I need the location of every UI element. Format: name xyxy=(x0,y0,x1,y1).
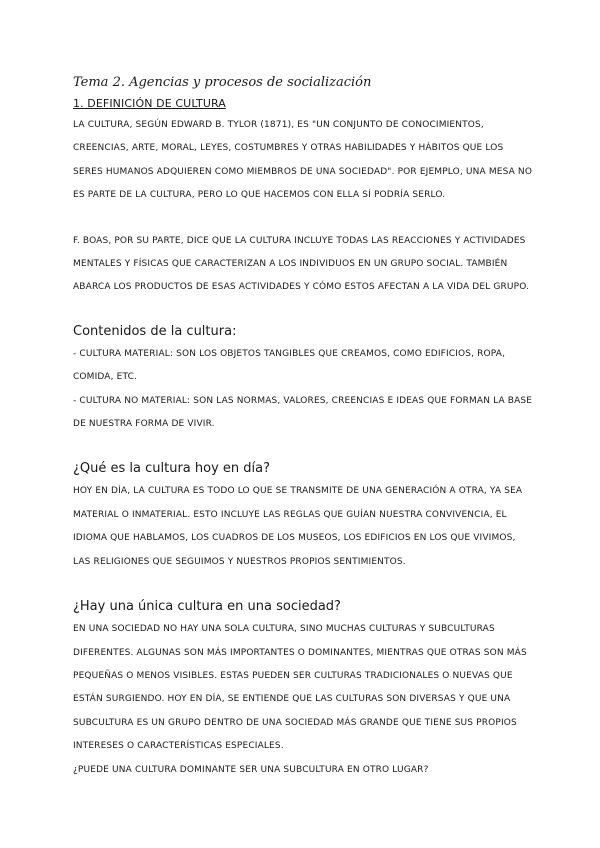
spacer xyxy=(73,436,533,458)
section-heading-culture-today: ¿Qué es la cultura hoy en día? xyxy=(73,461,271,477)
section-heading-single-culture: ¿Hay una única cultura en una sociedad? xyxy=(73,599,341,615)
spacer xyxy=(73,300,533,321)
document-title: Tema 2. Agencias y procesos de socialización xyxy=(73,75,372,90)
bullet-non-material-culture: - CULTURA NO MATERIAL: SON LAS NORMAS, VALORES, CREENCIAS E IDEAS QUE FORMAN LA BASE DE NUESTRA FORMA DE VIVIR. xyxy=(73,395,533,430)
section-heading-definition: 1. DEFINICIÓN DE CULTURA xyxy=(73,97,226,110)
paragraph-tylor: LA CULTURA, SEGÚN EDWARD B. TYLOR (1871), ES "UN CONJUNTO DE CONOCIMIENTOS, CREENCIAS, ARTE, MORAL, LEYES, COSTUMBRES Y OTRAS HABILIDADES Y HÁBITOS QUE LOS SERES HUMANOS ADQUIEREN COMO MIEMBROS DE UNA SOCIEDAD". POR EJEMPLO, UNA MESA NO ES PARTE DE LA CULTURA, PERO LO QUE HACEMOS CON ELLA SÍ PODRÍA SERLO. xyxy=(73,120,533,201)
closing-question: ¿PUEDE UNA CULTURA DOMINANTE SER UNA SUBCULTURA EN OTRO LUGAR? xyxy=(73,764,429,775)
bullet-material-culture: - CULTURA MATERIAL: SON LOS OBJETOS TANGIBLES QUE CREAMOS, COMO EDIFICIOS, ROPA, COMIDA, ETC. xyxy=(73,348,506,383)
document-page xyxy=(73,72,533,782)
section-heading-contents: Contenidos de la cultura: xyxy=(73,323,237,339)
spacer xyxy=(73,574,533,596)
paragraph-boas: F. BOAS, POR SU PARTE, DICE QUE LA CULTURA INCLUYE TODAS LAS REACCIONES Y ACTIVIDADES MENTALES Y FÍSICAS QUE CARACTERIZAN A LOS INDIVIDUOS EN UN GRUPO SOCIAL. TAMBIÉN ABARCA LOS PRODUCTOS DE ESAS ACTIVIDADES Y CÓMO ESTOS AFECTAN A LA VIDA DEL GRUPO. xyxy=(73,235,530,293)
paragraph-subcultures: EN UNA SOCIEDAD NO HAY UNA SOLA CULTURA, SINO MUCHAS CULTURAS Y SUBCULTURAS DIFERENTES. ALGUNAS SON MÁS IMPORTANTES O DOMINANTES, MIENTRAS QUE OTRAS SON MÁS PEQUEÑAS O MENOS VISIBLES. ESTAS PUEDEN SER CULTURAS TRADICIONALES O NUEVAS QUE ESTÁN SURGIENDO. HOY EN DÍA, SE ENTIENDE QUE LAS CULTURAS SON DIVERSAS Y QUE UNA SUBCULTURA ES UN GRUPO DENTRO DE UNA SOCIEDAD MÁS GRANDE QUE TIENE SUS PROPIOS INTERESES O CARACTERÍSTICAS ESPECIALES. xyxy=(73,624,527,752)
spacer xyxy=(73,208,533,230)
paragraph-culture-today: HOY EN DÍA, LA CULTURA ES TODO LO QUE SE TRANSMITE DE UNA GENERACIÓN A OTRA, YA SEA MATERIAL O INMATERIAL. ESTO INCLUYE LAS REGLAS QUE GUÍAN NUESTRA CONVIVENCIA, EL IDIOMA QUE HABLAMOS, LOS CUADROS DE LOS MUSEOS, LOS EDIFICIOS EN LOS QUE VIVIMOS, LAS RELIGIONES QUE SEGUIMOS Y NUESTROS PROPIOS SENTIMIENTOS. xyxy=(73,486,523,567)
